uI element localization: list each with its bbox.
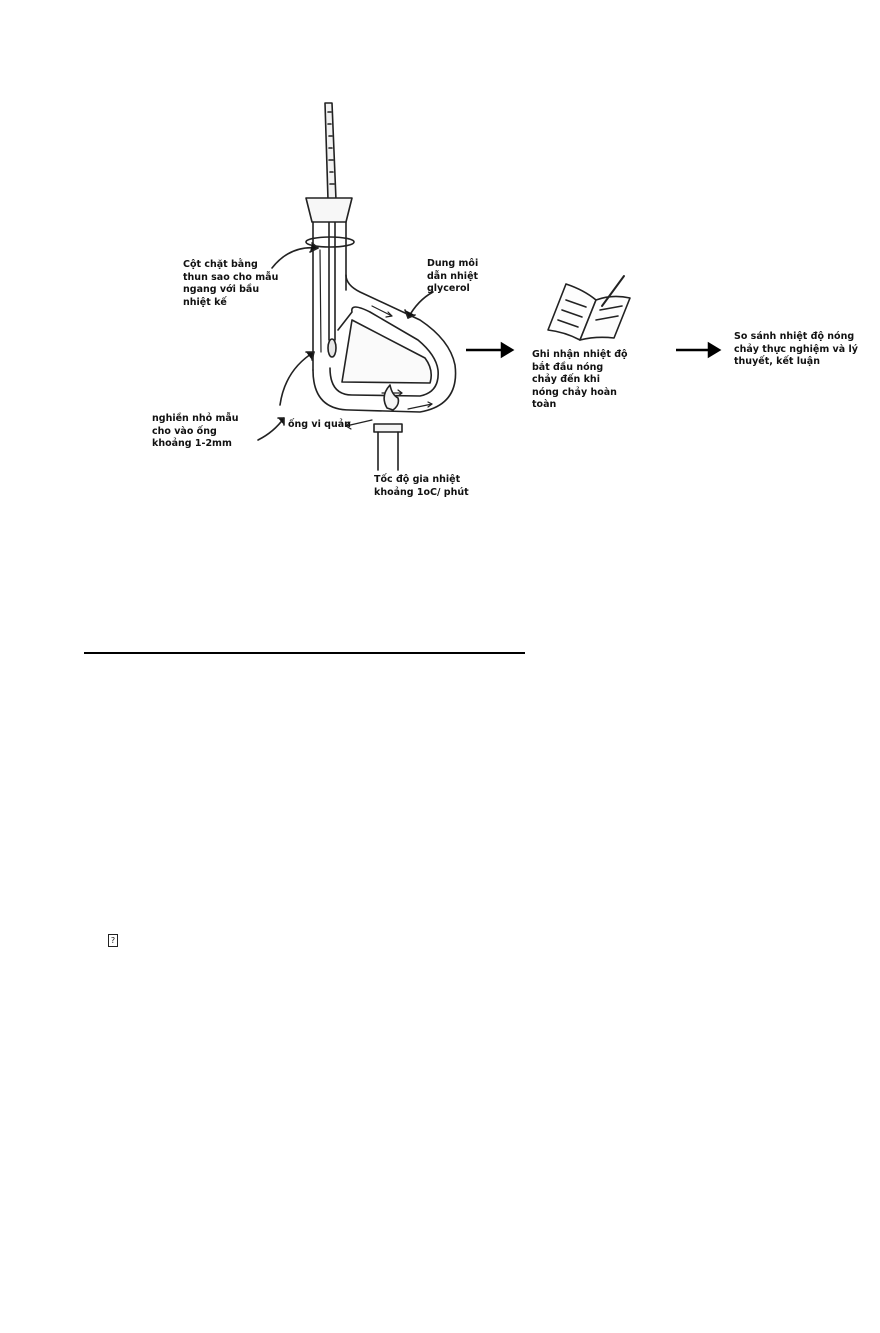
grind-arrow xyxy=(258,418,284,440)
missing-glyph-box: ? xyxy=(108,934,118,947)
burner xyxy=(374,385,402,470)
capillary-arrow xyxy=(280,352,314,405)
capillary-tube xyxy=(320,250,321,352)
thermometer xyxy=(325,103,336,357)
label-solvent: Dung môi dẫn nhiệt glycerol xyxy=(427,258,479,294)
label-capillary: ống vi quản xyxy=(288,419,351,430)
process-arrow-1 xyxy=(466,344,512,356)
stopper xyxy=(306,198,352,222)
label-grind-sample: nghiền nhỏ mẫu cho vào ống khoảng 1-2mm xyxy=(152,413,239,449)
label-rubber-band: Cột chặt bằng thun sao cho mẫu ngang với bầu nhiệt kế xyxy=(183,259,279,308)
horizontal-rule xyxy=(84,652,525,654)
label-record-temperature: Ghi nhận nhiệt độ bắt đầu nóng chảy đến khi nóng chảy hoàn toàn xyxy=(532,349,628,410)
label-compare-conclude: So sánh nhiệt độ nóng chảy thực nghiệm và lý thuyết, kết luận xyxy=(734,331,858,367)
notebook-icon xyxy=(548,276,630,340)
process-arrow-2 xyxy=(676,344,719,356)
label-heating-rate: Tốc độ gia nhiệt khoảng 1oC/ phút xyxy=(374,474,469,498)
